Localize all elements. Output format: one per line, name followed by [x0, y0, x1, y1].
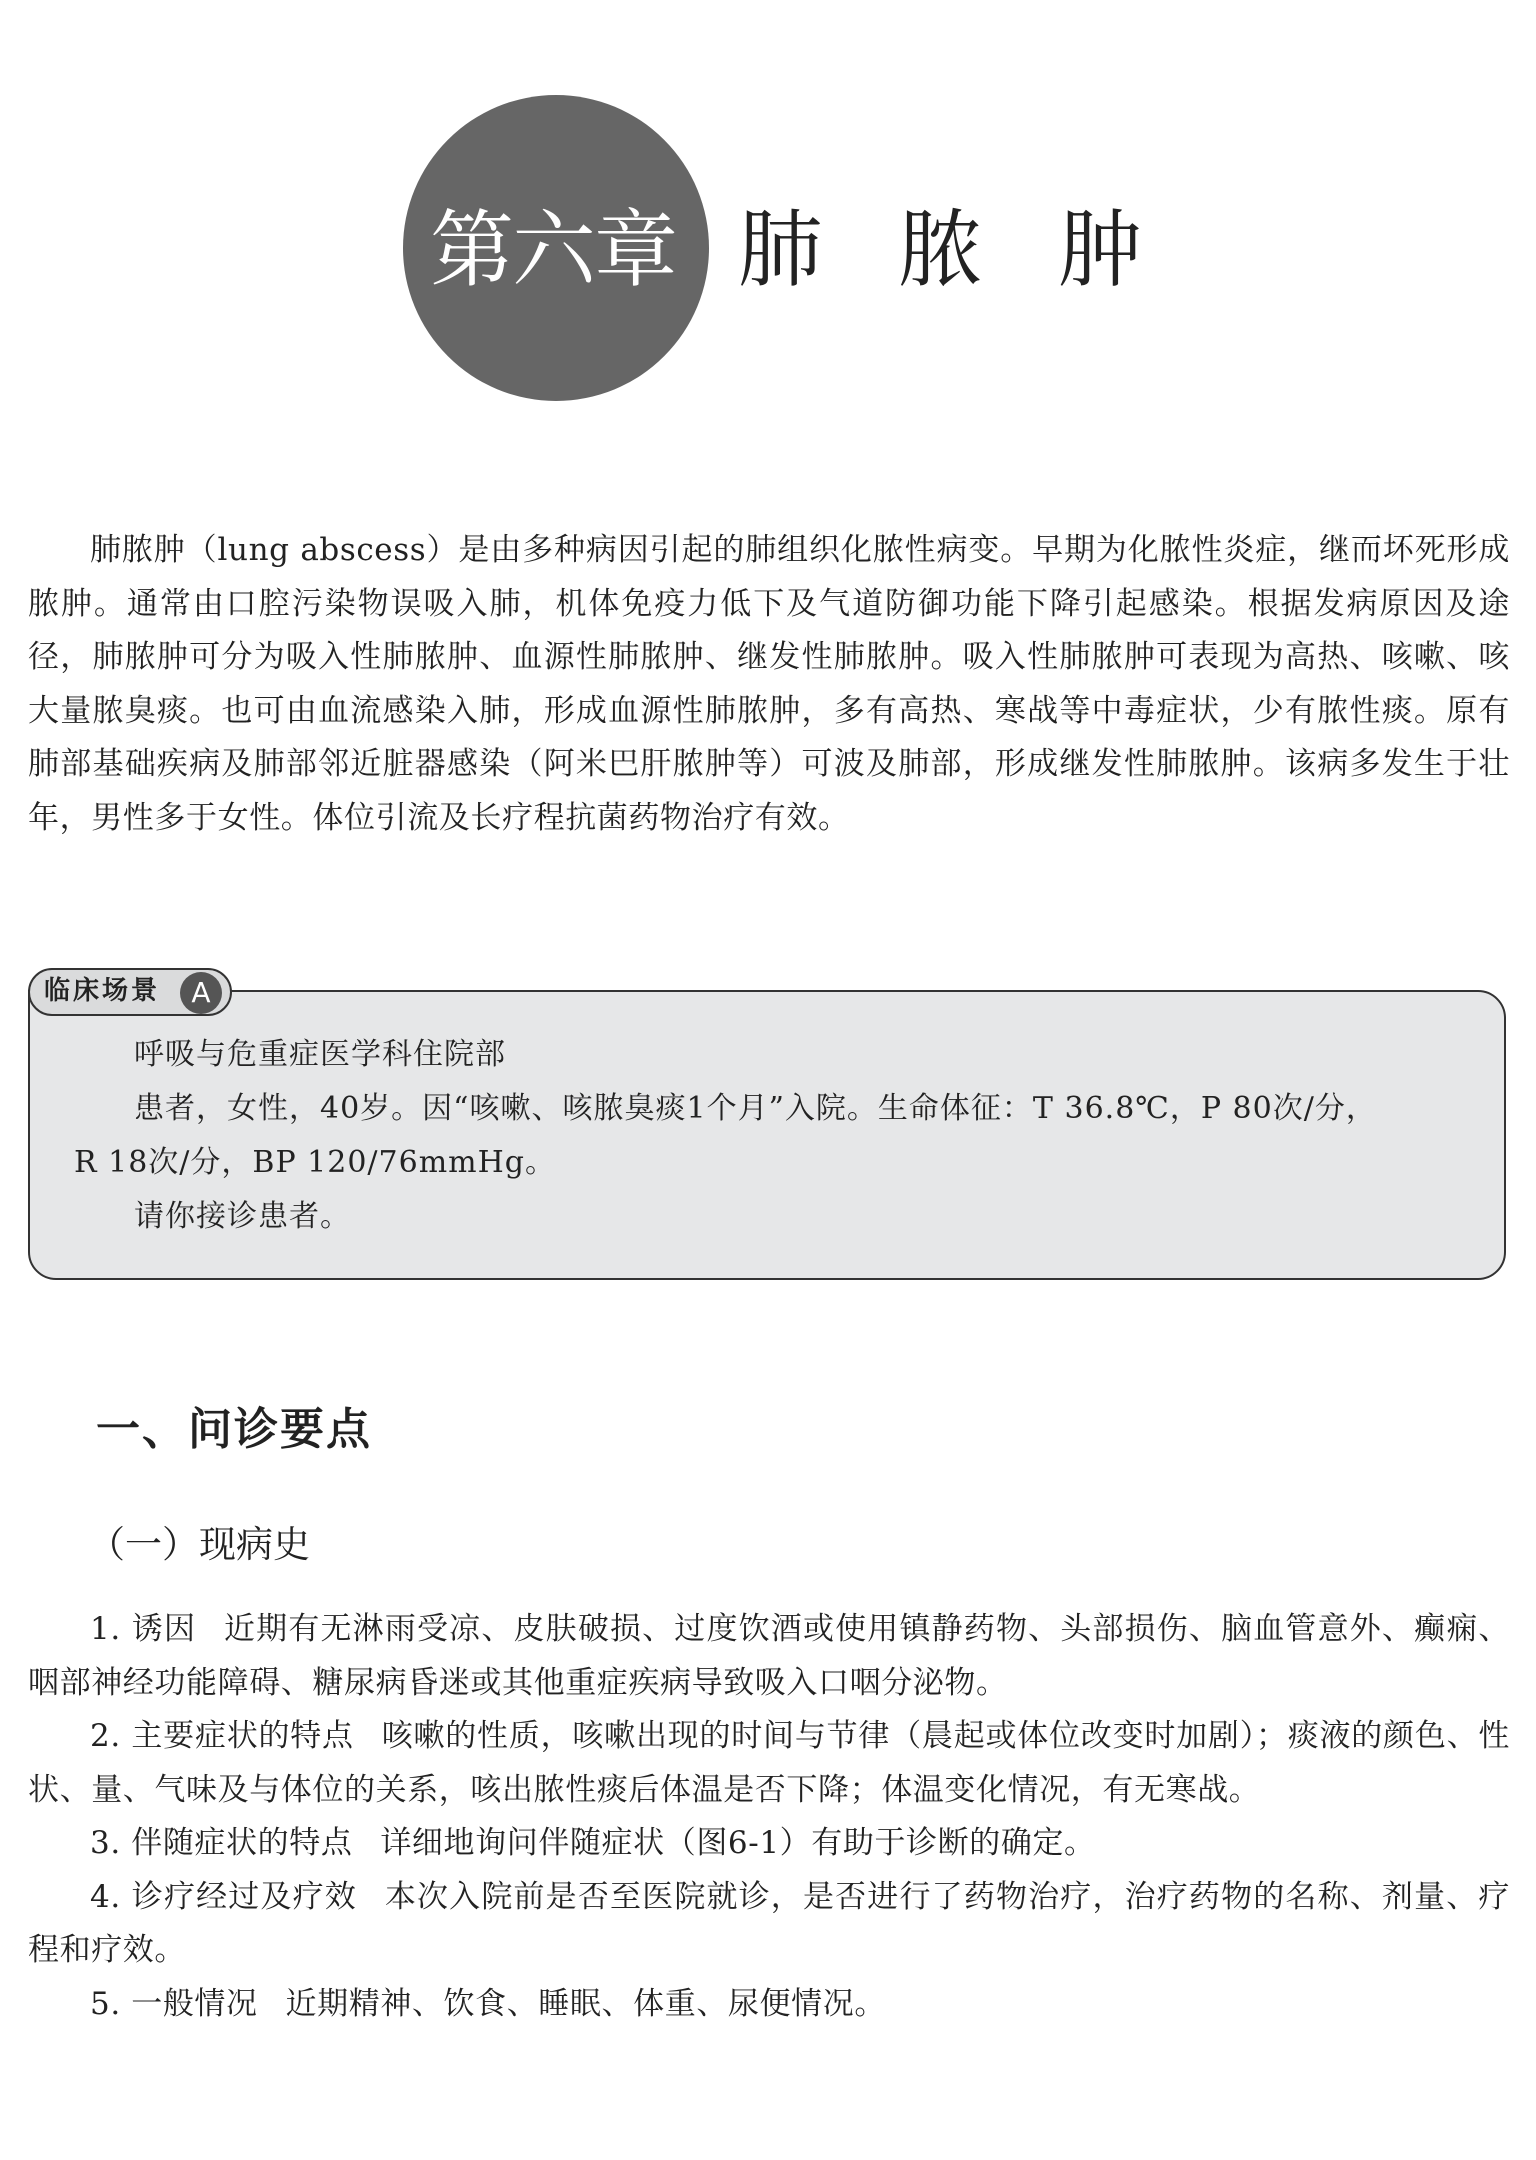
history-item-label: 4. 诊疗经过及疗效 [90, 1878, 357, 1915]
history-item-text: 近期精神、饮食、睡眠、体重、尿便情况。 [285, 1985, 886, 2022]
history-item [28, 1871, 1510, 1978]
section-heading: 一、问诊要点 [96, 1404, 372, 1455]
intro-paragraph: 肺脓肿（lung abscess）是由多种病因引起的肺组织化脓性病变。早期为化脓性炎症，继而坏死形成脓肿。通常由口腔污染物误吸入肺，机体免疫力低下及气道防御功能下降引起感染。根据发病原因及途径，肺脓肿可分为吸入性肺脓肿、血源性肺脓肿、继发性肺脓肿。吸入性肺脓肿可表现为高热、咳嗽、咳大量脓臭痰。也可由血流感染入肺，形成血源性肺脓肿，多有高热、寒战等中毒症状，少有脓性痰。原有肺部基础疾病及肺部邻近脏器感染（阿米巴肝脓肿等）可波及肺部，形成继发性肺脓肿。该病多发生于壮年，男性多于女性。体位引流及长疗程抗菌药物治疗有效。 [28, 532, 1510, 836]
intro-section [28, 524, 1510, 845]
history-item [28, 1817, 1510, 1871]
scenario-badge: A [180, 972, 222, 1014]
clinical-scenario-text [74, 1028, 1482, 1244]
clinical-scenario-label: 临床场景 [44, 976, 161, 1006]
history-item-label: 2. 主要症状的特点 [90, 1718, 354, 1754]
scenario-patient-line-2: R 18次/分，BP 120/76mmHg。 [74, 1145, 556, 1180]
history-item-text: 本次入院前是否至医院就诊，是否进行了药物治疗，治疗药物的名称、剂量、疗程和疗效。 [28, 1878, 1511, 1968]
history-item [28, 1603, 1510, 1710]
history-item [28, 1978, 1510, 2032]
history-item-label: 5. 一般情况 [90, 1985, 258, 2022]
history-item-text: 咳嗽的性质，咳嗽出现的时间与节律（晨起或体位改变时加剧）；痰液的颜色、性状、量、气味及与体位的关系，咳出脓性痰后体温是否下降；体温变化情况，有无寒战。 [28, 1718, 1510, 1808]
history-item [28, 1710, 1510, 1817]
scenario-department: 呼吸与危重症医学科住院部 [134, 1037, 506, 1072]
subsection-heading: （一）现病史 [88, 1523, 310, 1566]
history-item-label: 3. 伴随症状的特点 [90, 1825, 353, 1861]
chapter-number: 第六章 [430, 201, 677, 299]
scenario-patient-line-1: 患者，女性，40岁。因“咳嗽、咳脓臭痰1个月”入院。生命体征：T 36.8℃，P 80次/分， [134, 1091, 1377, 1126]
scenario-instruction: 请你接诊患者。 [134, 1199, 351, 1234]
history-item-label: 1. 诱因 [90, 1611, 197, 1647]
chapter-title: 肺脓肿 [738, 201, 1219, 299]
history-item-text: 近期有无淋雨受凉、皮肤破损、过度饮酒或使用镇静药物、头部损伤、脑血管意外、癫痫、咽部神经功能障碍、糖尿病昏迷或其他重症疾病导致吸入口咽分泌物。 [28, 1611, 1510, 1701]
history-item-text: 详细地询问伴随症状（图6-1）有助于诊断的确定。 [380, 1825, 1096, 1861]
history-items [28, 1603, 1510, 2031]
